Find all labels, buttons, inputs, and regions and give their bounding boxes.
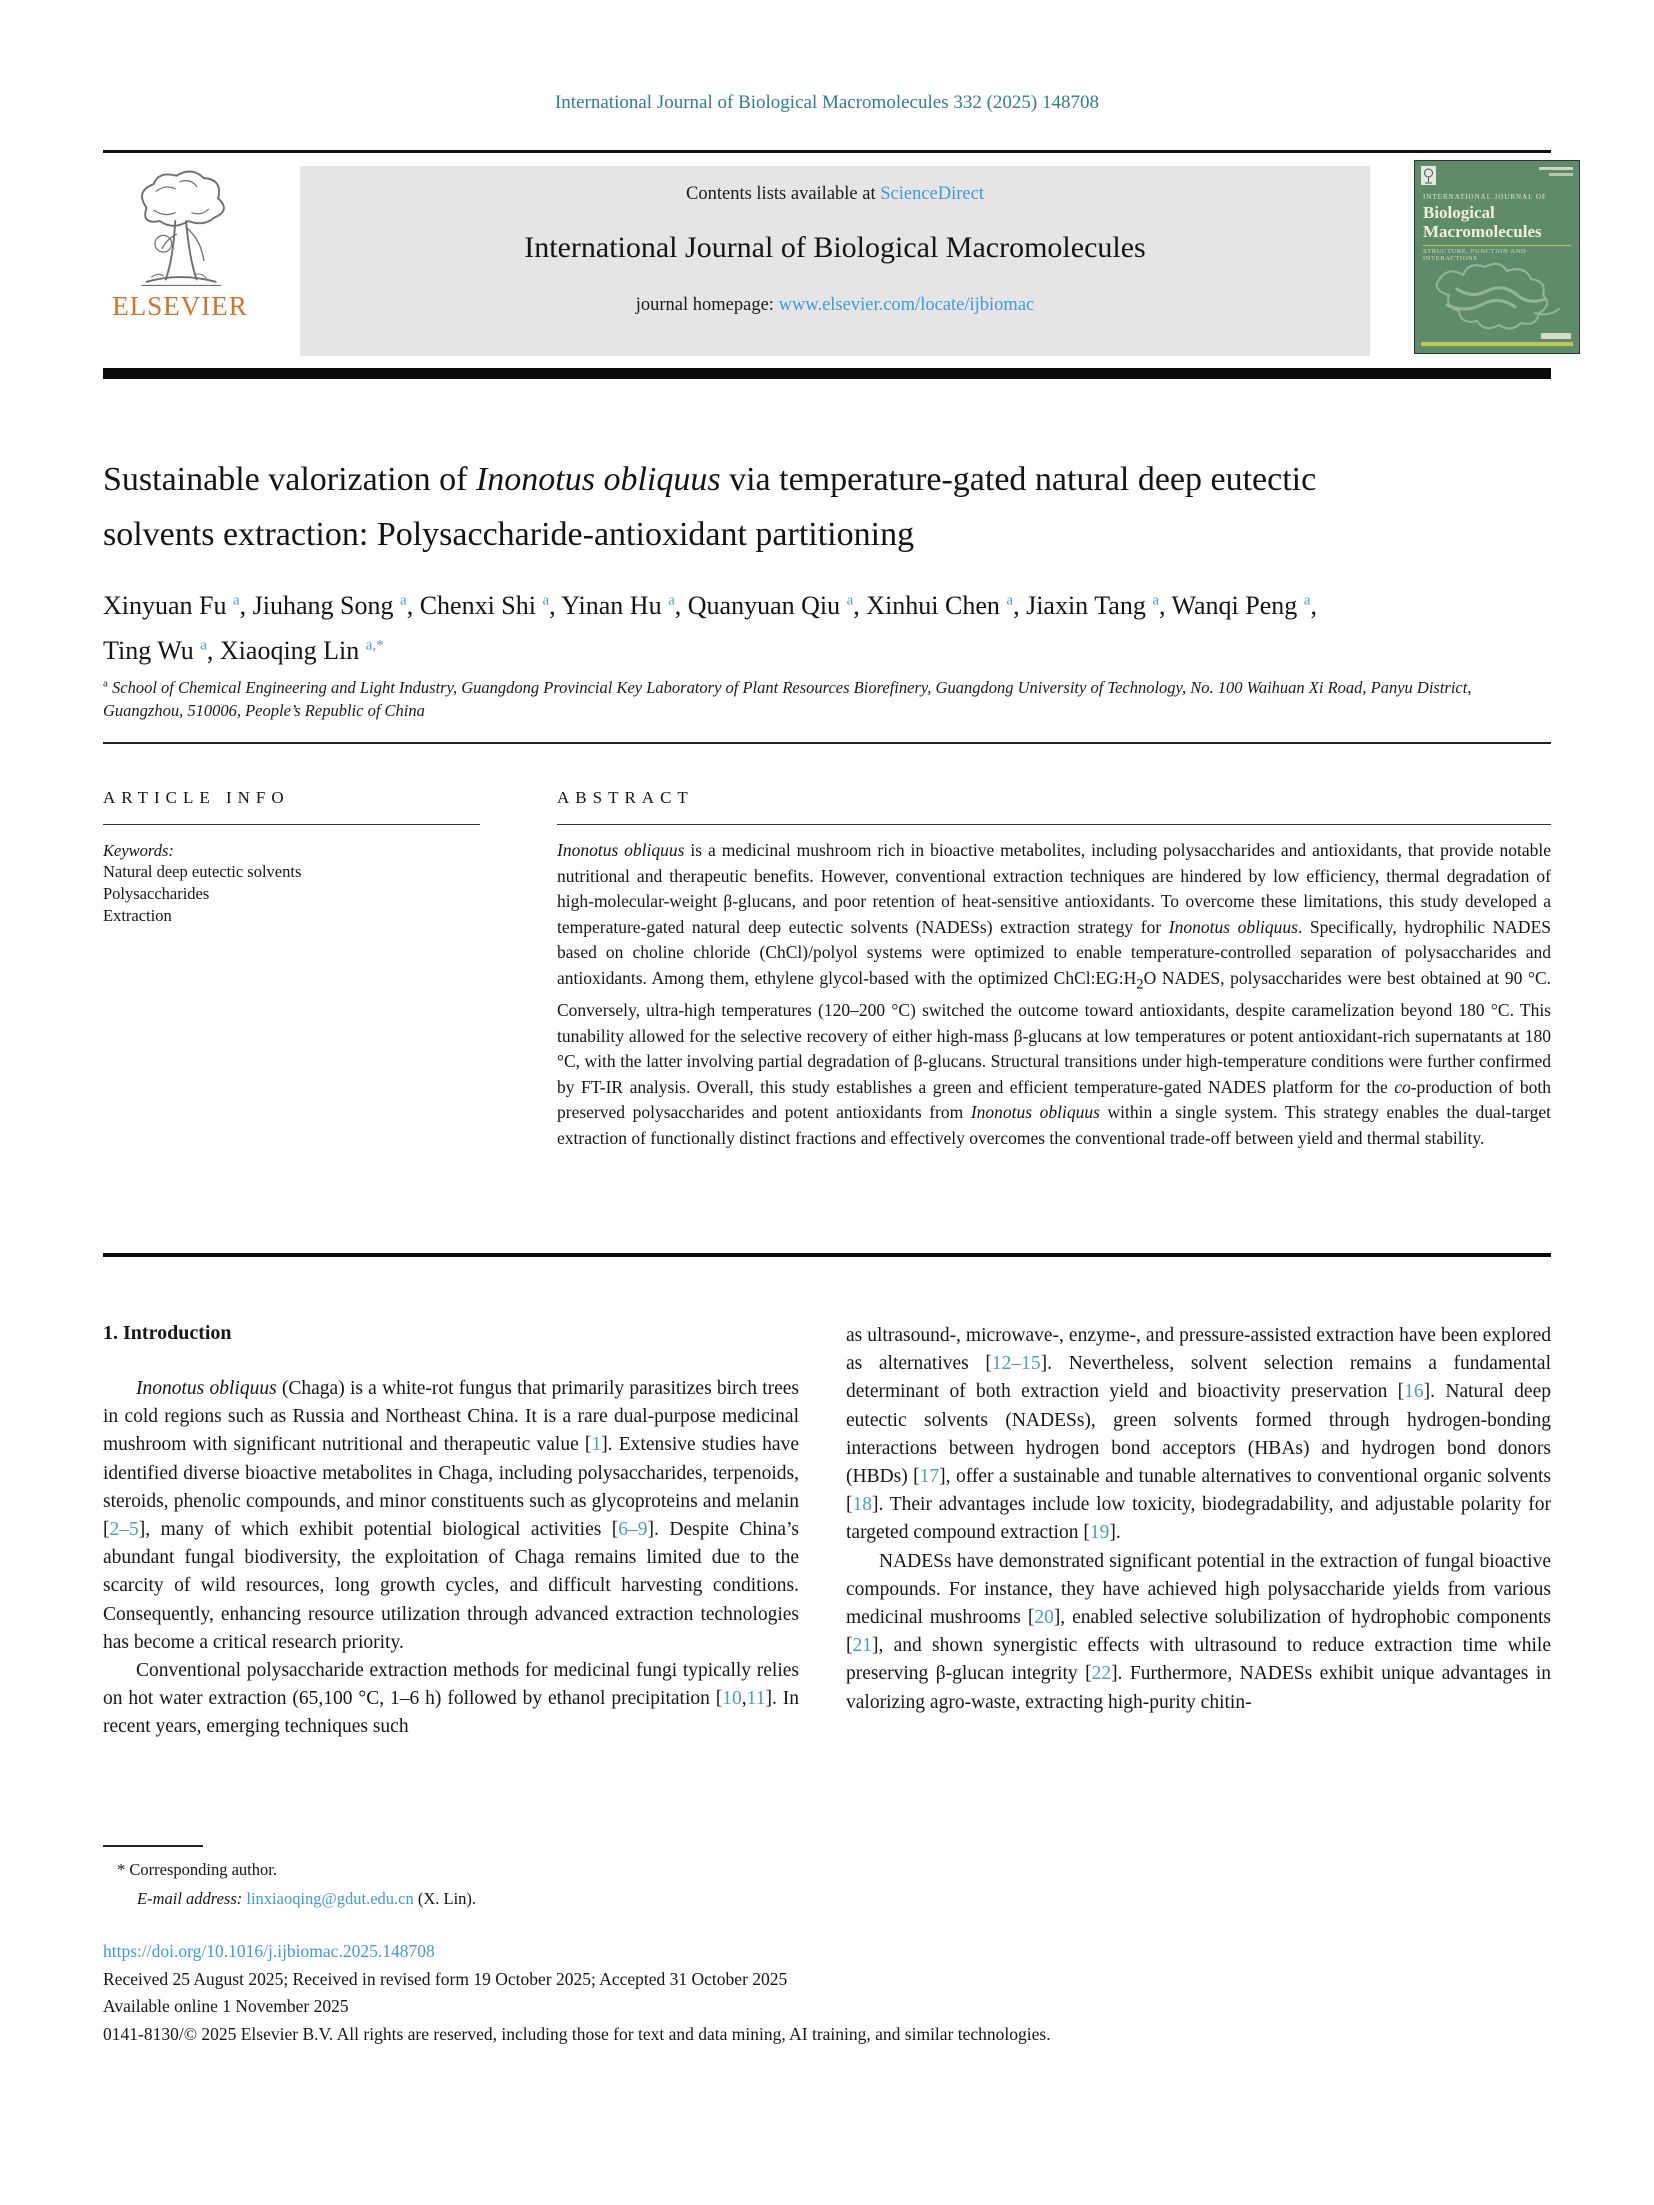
elsevier-logo[interactable] [85, 163, 275, 359]
author-name: Xinhui Chen $^a$ [866, 591, 1014, 620]
article-info-header: ARTICLE INFO [103, 788, 290, 807]
sciencedirect-link[interactable]: ScienceDirect [880, 184, 984, 204]
homepage-line [300, 295, 1370, 316]
body-column-right [846, 1322, 1551, 1717]
abstract-header: ABSTRACT [557, 788, 694, 807]
author-name: Jiaxin Tang $^a$ [1026, 591, 1159, 620]
author-name: Xinyuan Fu $^a$ [103, 591, 240, 620]
journal-homepage-link[interactable]: www.elsevier.com/locate/ijbiomac [778, 295, 1035, 315]
cover-accent-bar [1421, 342, 1573, 346]
cover-sciencedirect-label [1541, 333, 1571, 339]
doi-link[interactable]: https://doi.org/10.1016/j.ijbiomac.2025.148708 [103, 1941, 435, 1961]
keyword-item: Extraction [103, 906, 172, 925]
abstract-divider-bar [103, 1253, 1551, 1257]
cover-title-line1: Biological [1423, 203, 1495, 222]
article-title: Sustainable valorization of Inonotus obliquus via temperature-gated natural deep eutectic solvents extraction: Polysaccharide-antioxidant partitioning [103, 461, 1317, 553]
author-name: Yinan Hu $^a$ [561, 591, 675, 620]
contents-prefix: Contents lists available at [686, 184, 881, 204]
top-rule [103, 150, 1551, 153]
author-name: Jiuhang Song $^a$ [252, 591, 407, 620]
copyright-line: 0141-8130/© 2025 Elsevier B.V. All rights are reserved, including those for text and data mining, AI training, and similar technologies. [103, 2023, 1051, 2044]
author-name: Xiaoqing Lin $^{a,*}$ [219, 636, 384, 665]
article-footer [103, 1938, 1551, 2048]
cover-title [1423, 203, 1542, 241]
cover-issue-text [1549, 173, 1573, 176]
running-head-citation: International Journal of Biological Macromolecules 332 (2025) 148708 [554, 92, 1099, 113]
keyword-item: Natural deep eutectic solvents [103, 862, 302, 881]
intro-paragraph: NADESs have demonstrated significant potential in the extraction of fungal bioactive compounds. For instance, they have achieved high polysaccharide yields from various medicinal mushrooms [20], enabled selective solubilization of hydrophobic components [21], and shown synergistic effects with ultrasound to reduce extraction time while preserving β-glucan integrity [22]. Furthermore, NADESs exhibit unique advantages in valorizing agro-waste, extracting high-purity chitin- [846, 1550, 1551, 1713]
author-name: Wanqi Peng $^a$ [1171, 591, 1311, 620]
masthead-divider-bar [103, 368, 1551, 379]
received-dates: Received 25 August 2025; Received in revised form 19 October 2025; Accepted 31 October 2025 [103, 1968, 788, 1989]
corresponding-author-footnote [103, 1845, 799, 1913]
author-list: Xinyuan Fu $^a$, Jiuhang Song $^a$, Chenxi Shi $^a$, Yinan Hu $^a$, Quanyuan Qiu $^a$, Xinhui Chen $^a$, Jiaxin Tang $^a$, Wanqi Peng $^a$, Ting Wu $^a$, Xiaoqing Lin $^{a,*}$ [103, 591, 1317, 665]
elsevier-tree-icon [85, 165, 275, 289]
section-heading-introduction: 1. Introduction [103, 1322, 232, 1344]
cover-kicker: INTERNATIONAL JOURNAL OF [1423, 193, 1547, 201]
article-info-rule [103, 824, 480, 825]
intro-paragraph: Inonotus obliquus (Chaga) is a white-rot fungus that primarily parasitizes birch trees in cold regions such as Russia and Northeast China. It is a rare dual-purpose medicinal mushroom with significant nutritional and therapeutic value [1]. Extensive studies have identified diverse bioactive metabolites in Chaga, including polysaccharides, terpenoids, steroids, phenolic compounds, and minor constituents such as glycoproteins and melanin [2–5], many of which exhibit potential biological activities [6–9]. Despite China’s abundant fungal biodiversity, the exploitation of Chaga remains limited due to the scarcity of wild resources, long growth cycles, and difficult harvesting conditions. Consequently, enhancing resource utilization through advanced extraction technologies has become a critical research priority. [103, 1378, 800, 1653]
article-info-section [103, 788, 480, 927]
cover-subtitle: STRUCTURE, FUNCTION AND INTERACTIONS [1423, 245, 1571, 262]
elsevier-wordmark: ELSEVIER [112, 291, 248, 321]
available-online: Available online 1 November 2025 [103, 1996, 349, 2016]
intro-paragraph: as ultrasound-, microwave-, enzyme-, and pressure-assisted extraction have been explored as alternatives [12–15]. Nevertheless, solvent selection remains a fundamental determinant of both extraction yield and bioactivity preservation [16]. Natural deep eutectic solvents (NADESs), green solvents formed through hydrogen-bonding interactions between hydrogen bond acceptors (HBAs) and hydrogen bond donors (HBDs) [17], offer a sustainable and tunable alternatives to conventional organic solvents [18]. Their advantages include low toxicity, biodegradability, and adjustable polarity for targeted compound extraction [19]. [846, 1325, 1551, 1544]
affiliation: $^a$ School of Chemical Engineering and Light Industry, Guangdong Provincial Key Laboratory of Plant Resources Biorefinery, Guangdong University of Technology, No. 100 Waihuan Xi Road, Panyu District, Guangzhou, 510006, People’s Republic of China [103, 677, 1472, 720]
affiliation-rule [103, 742, 1551, 744]
cover-elsevier-tree-icon [1421, 166, 1436, 185]
author-name: Ting Wu $^a$ [103, 636, 207, 665]
keyword-item: Polysaccharides [103, 884, 210, 903]
cover-molecule-art [1417, 253, 1579, 340]
footnote-rule [103, 1845, 203, 1847]
email-line: E-mail address: linxiaoqing@gdut.edu.cn (X. Lin). [137, 1888, 477, 1908]
journal-title: International Journal of Biological Macromolecules [524, 231, 1146, 264]
corresponding-author-line: * Corresponding author. [117, 1859, 277, 1879]
abstract-section [557, 788, 1551, 1152]
body-column-left [103, 1322, 799, 1742]
intro-paragraph: Conventional polysaccharide extraction methods for medicinal fungi typically relies on hot water extraction (65,100 °C, 1–6 h) followed by ethanol precipitation [10,11]. In recent years, emerging techniques such [103, 1660, 799, 1738]
abstract-text: Inonotus obliquus is a medicinal mushroom rich in bioactive metabolites, including polysaccharides and antioxidants, that provide notable nutritional and therapeutic benefits. However, conventional extraction techniques are hindered by low efficiency, thermal degradation of high-molecular-weight β-glucans, and poor retention of heat-sensitive antioxidants. To overcome these limitations, this study developed a temperature-gated natural deep eutectic solvents (NADESs) extraction strategy for Inonotus obliquus. Specifically, hydrophilic NADES based on choline chloride (ChCl)/polyol systems were optimized to enable temperature-controlled separation of polysaccharides and antioxidants. Among them, ethylene glycol-based with the optimized $ChCl:EG:H_2O$ NADES, polysaccharides were best obtained at 90 °C. Conversely, ultra-high temperatures (120–200 °C) switched the outcome toward antioxidants, despite caramelization beyond 180 °C. This tunability allowed for the selective recovery of either high-mass β-glucans at low temperatures or potent antioxidant-rich supernatants at 180 °C, with the latter involving partial degradation of β-glucans. Structural transitions under high-temperature conditions were further confirmed by FT-IR analysis. Overall, this study establishes a green and efficient temperature-gated NADES platform for the co-production of both preserved polysaccharides and potent antioxidants from Inonotus obliquus within a single system. This strategy enables the dual-target extraction of functionally distinct fractions and effectively overcomes the conventional trade-off between yield and thermal stability. [557, 840, 1551, 1149]
author-name: Chenxi Shi $^a$ [419, 591, 550, 620]
journal-cover-thumbnail[interactable] [1414, 160, 1580, 354]
keywords-label: Keywords: [103, 841, 174, 860]
author-name: Quanyuan Qiu $^a$ [687, 591, 854, 620]
masthead-box [300, 166, 1370, 356]
contents-line [300, 184, 1370, 205]
abstract-rule [557, 824, 1551, 825]
cover-title-line2: Macromolecules [1423, 222, 1542, 241]
cover-volume-text [1539, 167, 1573, 170]
homepage-prefix: journal homepage: [635, 295, 779, 315]
